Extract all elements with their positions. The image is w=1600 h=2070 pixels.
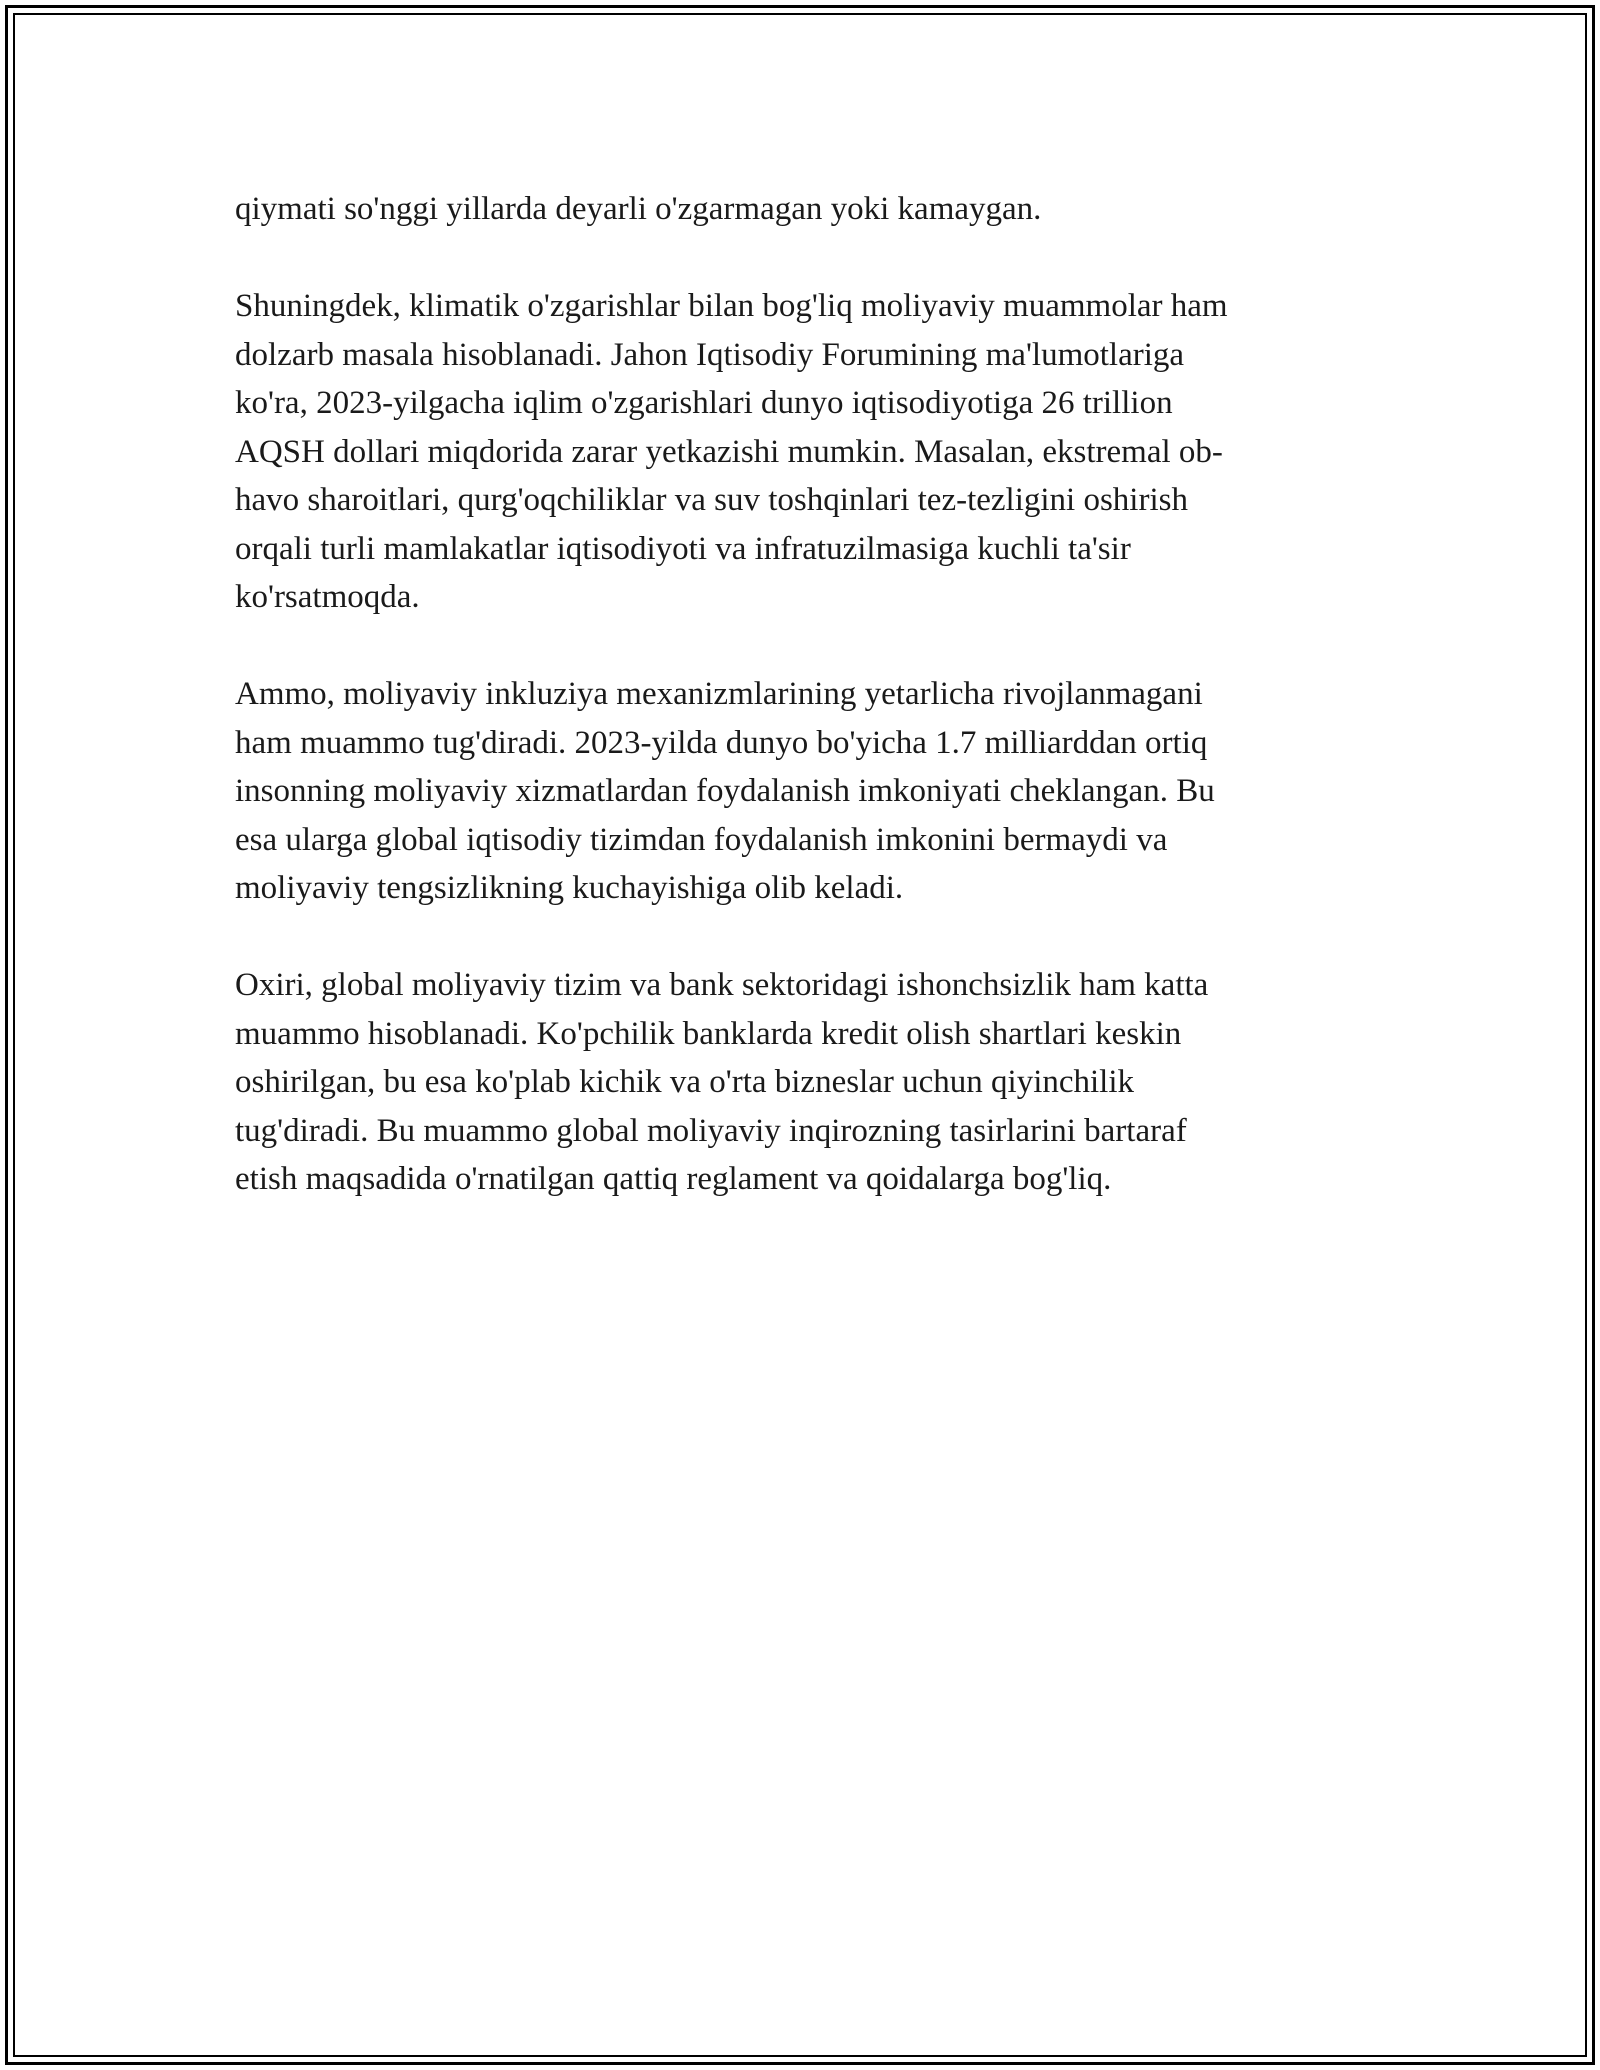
text-line: esa ularga global iqtisodiy tizimdan foydalanish imkonini bermaydi va [235, 821, 1168, 858]
paragraph-2 [235, 282, 1365, 622]
text-line: muammo hisoblanadi. Ko'pchilik banklarda kredit olish shartlari keskin [235, 1015, 1182, 1052]
document-body [235, 185, 1365, 1204]
text-line: Ammo, moliyaviy inkluziya mexanizmlarining yetarlicha rivojlanmagani [235, 676, 1203, 712]
text-line: qiymati so'nggi yillarda deyarli o'zgarmagan yoki kamaygan. [235, 191, 1042, 227]
paragraph-1 [235, 185, 1365, 234]
text-line: tug'diradi. Bu muammo global moliyaviy inqirozning tasirlarini bartaraf [235, 1112, 1187, 1149]
text-line: orqali turli mamlakatlar iqtisodiyoti va infratuzilmasiga kuchli ta'sir [235, 530, 1131, 567]
text-line: Oxiri, global moliyaviy tizim va bank sektoridagi ishonchsizlik ham katta [235, 967, 1209, 1003]
text-line: oshirilgan, bu esa ko'plab kichik va o'rta bizneslar uchun qiyinchilik [235, 1064, 1135, 1100]
text-line: etish maqsadida o'rnatilgan qattiq reglament va qoidalarga bog'liq. [235, 1161, 1112, 1197]
text-line: dolzarb masala hisoblanadi. Jahon Iqtisodiy Forumining ma'lumotlariga [235, 336, 1185, 373]
paragraph-3 [235, 670, 1365, 913]
text-line: ko'rsatmoqda. [235, 579, 420, 615]
paragraph-4 [235, 961, 1365, 1204]
text-line: ko'ra, 2023-yilgacha iqlim o'zgarishlari dunyo iqtisodiyotiga 26 trillion [235, 385, 1173, 421]
text-line: AQSH dollari miqdorida zarar yetkazishi mumkin. Masalan, ekstremal ob- [235, 433, 1223, 470]
text-line: Shuningdek, klimatik o'zgarishlar bilan bog'liq moliyaviy muammolar ham [235, 288, 1228, 324]
text-line: ham muammo tug'diradi. 2023-yilda dunyo bo'yicha 1.7 milliarddan ortiq [235, 724, 1208, 761]
text-line: insonning moliyaviy xizmatlardan foydalanish imkoniyati cheklangan. Bu [235, 773, 1215, 809]
text-line: havo sharoitlari, qurg'oqchiliklar va suv toshqinlari tez-tezligini oshirish [235, 482, 1188, 518]
text-line: moliyaviy tengsizlikning kuchayishiga olib keladi. [235, 870, 904, 906]
